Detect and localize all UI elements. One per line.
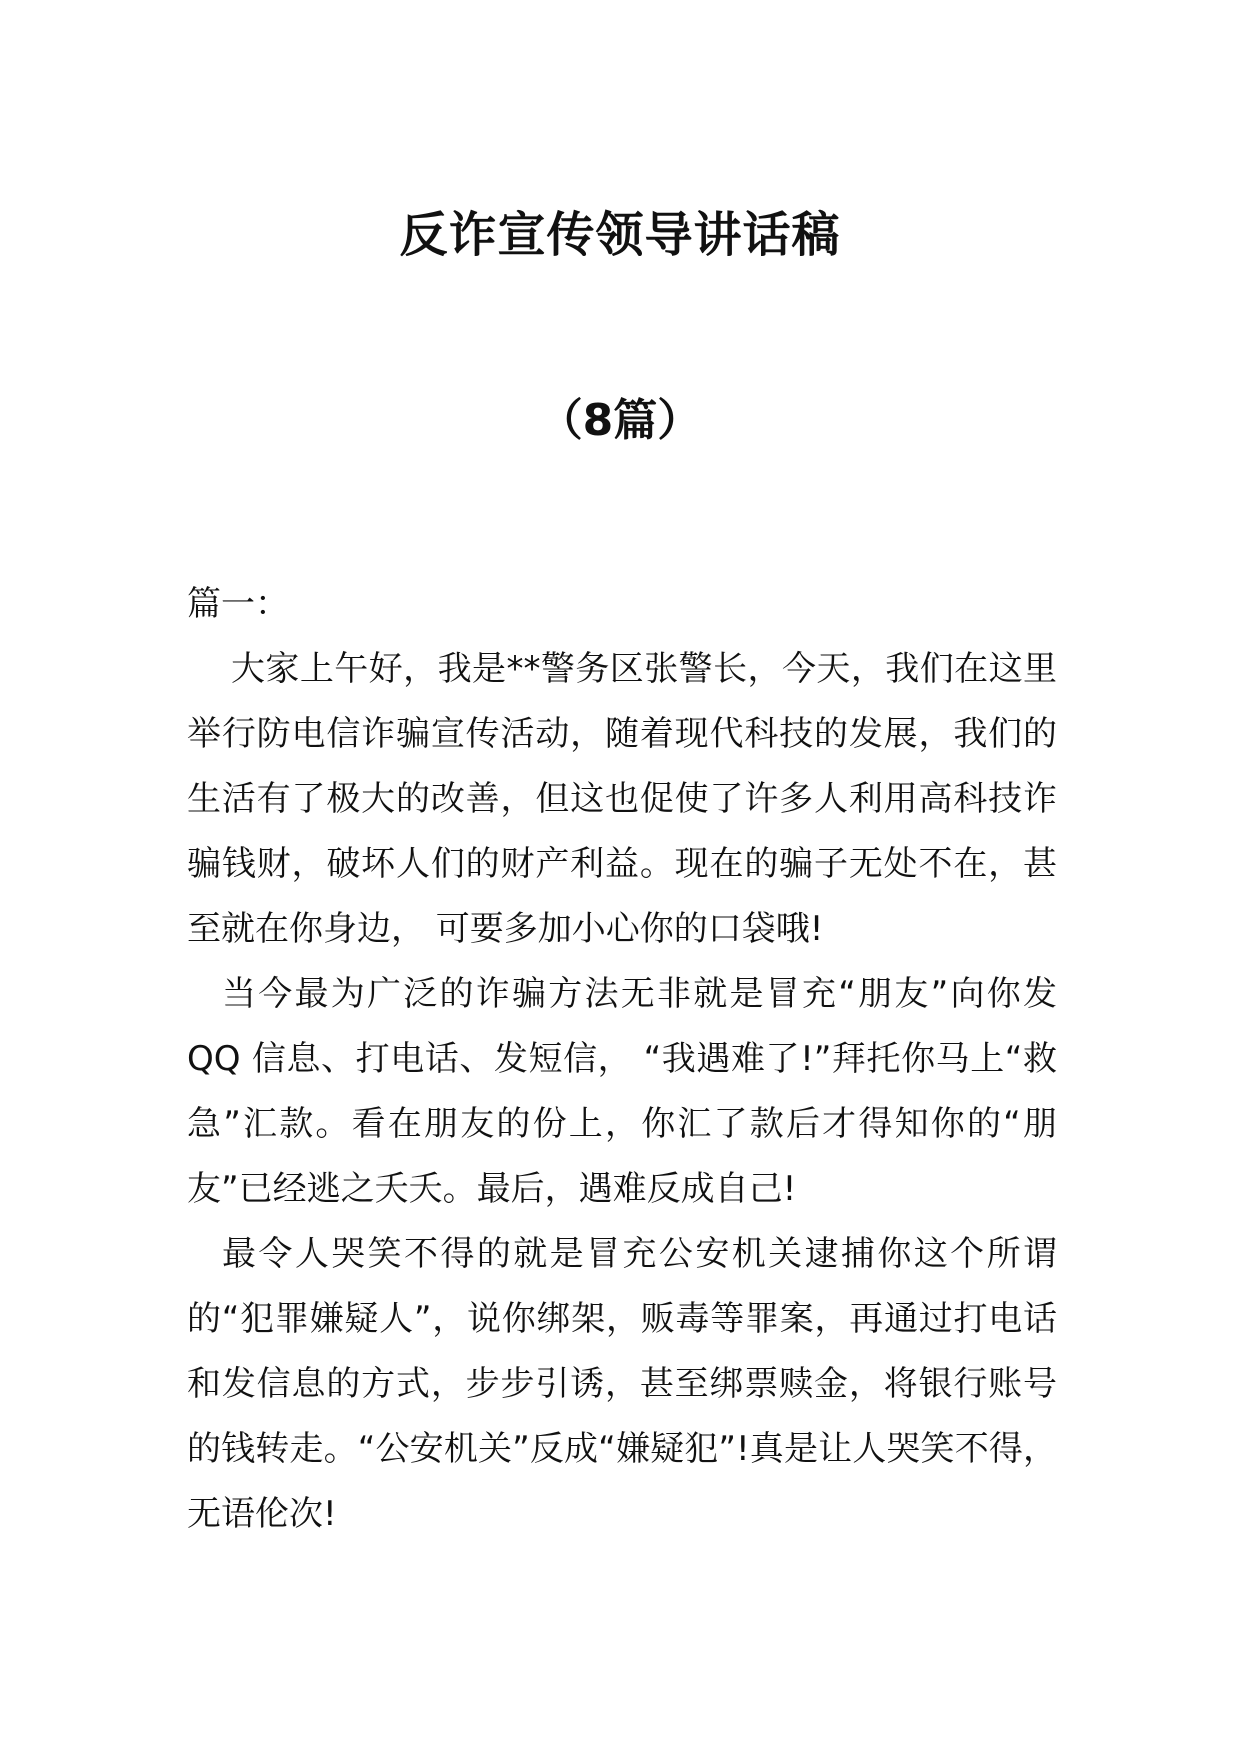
paragraph-1: 大家上午好，我是**警务区张警长，今天，我们在这里举行防电信诈骗宣传活动，随着现代科技的发展，我们的生活有了极大的改善，但这也促使了许多人利用高科技诈骗钱财，破坏人们的财产利益。现在的骗子无处不在，甚至就在你身边， 可要多加小心你的口袋哦!: [187, 649, 1057, 949]
document-subtitle: （8篇）: [538, 395, 702, 446]
section-heading: 篇一：: [187, 584, 289, 624]
document-body: [187, 572, 1057, 1547]
paragraph-3: 最令人哭笑不得的就是冒充公安机关逮捕你这个所谓的“犯罪嫌疑人”，说你绑架，贩毒等罪案，再通过打电话和发信息的方式，步步引诱，甚至绑票赎金，将银行账号的钱转走。“公安机关”反成“嫌疑犯”!真是让人哭笑不得，无语伦次!: [187, 1234, 1057, 1534]
paragraph-2: 当今最为广泛的诈骗方法无非就是冒充“朋友”向你发QQ 信息、打电话、发短信， “我遇难了!”拜托你马上“救急”汇款。看在朋友的份上，你汇了款后才得知你的“朋友”已经逃之夭夭。最后，遇难反成自己!: [187, 974, 1057, 1209]
document-title: 反诈宣传领导讲话稿: [399, 207, 841, 263]
